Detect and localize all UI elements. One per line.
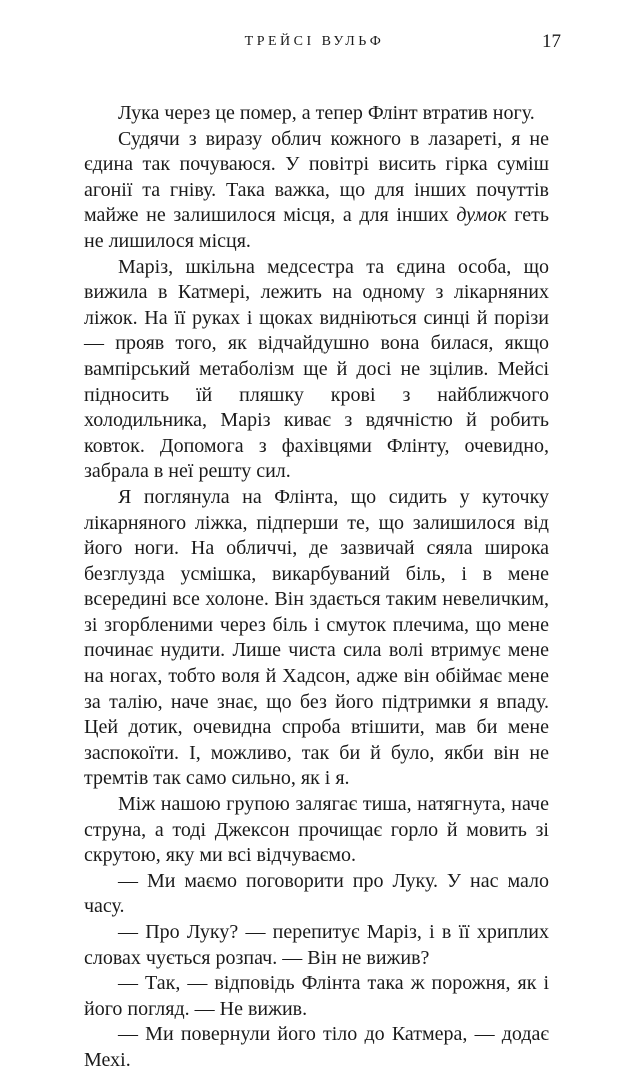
paragraph (84, 971, 549, 1022)
paragraph (84, 101, 549, 127)
paragraph-text: — Так, — відповідь Флінта така ж порожня, як і його погляд. — Не вижив. (84, 972, 549, 1020)
paragraph-text: геть не лишилося місця. (84, 204, 549, 252)
running-title: ТРЕЙСІ ВУЛЬФ (244, 34, 385, 49)
paragraph-text: Лука через це помер, а тепер Флінт втратив ногу. (118, 102, 535, 124)
running-header (0, 30, 629, 60)
paragraph-text: Я поглянула на Флінта, що сидить у куточку лікарняного ліжка, підперши те, що залишилося від його ноги. На обличчі, де зазвичай сяяла широка безглузда усмішка, викарбуваний біль, і в мене всередині все холоне. Він здається таким невеличким, зі згорбленими через біль і смуток плечима, що мене починає нудити. Лише чиста сила волі втримує мене на ногах, тобто воля й Хадсон, адже він обіймає мене за талію, наче знає, що без його підтримки я впаду. Цей дотик, очевидна спроба втішити, мав би мене заспокоїти. І, можливо, так би й було, якби він не тремтів так само сильно, як і я. (84, 485, 549, 790)
paragraph (84, 127, 549, 255)
paragraph (84, 920, 549, 971)
emphasized-text: думок (456, 204, 507, 227)
paragraph (84, 792, 549, 869)
paragraph-text: — Ми маємо поговорити про Луку. У нас мало часу. (84, 869, 549, 918)
page-number: 17 (542, 31, 561, 52)
paragraph-text: Маріз, шкільна медсестра та єдина особа, що вижила в Катмері, лежить на одному з лікарняних ліжок. На її руках і щоках видніються синці й порізи — прояв того, як відчайдушно вона билася, якщо вампірський метаболізм ще й досі не зцілив. Мейсі підносить їй пляшку крові з найближчого холодильника, Маріз киває з вдячністю й робить ковток. Допомога з фахівцями Флінту, очевидно, забрала в неї решту сил. (84, 255, 549, 483)
paragraph (84, 485, 549, 792)
paragraph (84, 1022, 549, 1073)
paragraph (84, 869, 549, 920)
paragraph-text: — Про Луку? — перепитує Маріз, і в її хриплих словах чується розпач. — Він не вижив? (84, 921, 549, 969)
body-text (84, 101, 549, 1074)
paragraph-text: — Ми повернули його тіло до Катмера, — додає Мехі. (84, 1023, 549, 1071)
paragraph (84, 255, 549, 485)
paragraph-text: Судячи з виразу облич кожного в лазареті, я не єдина так почуваюся. У повітрі висить гірка суміш агонії та гніву. Така важка, що для інших почуттів майже не залишилося місця, а для інших (84, 127, 549, 227)
paragraph-text: Між нашою групою залягає тиша, натягнута, наче струна, а тоді Джексон прочищає горло й мовить зі скрутою, яку ми всі відчуваємо. (84, 793, 549, 867)
